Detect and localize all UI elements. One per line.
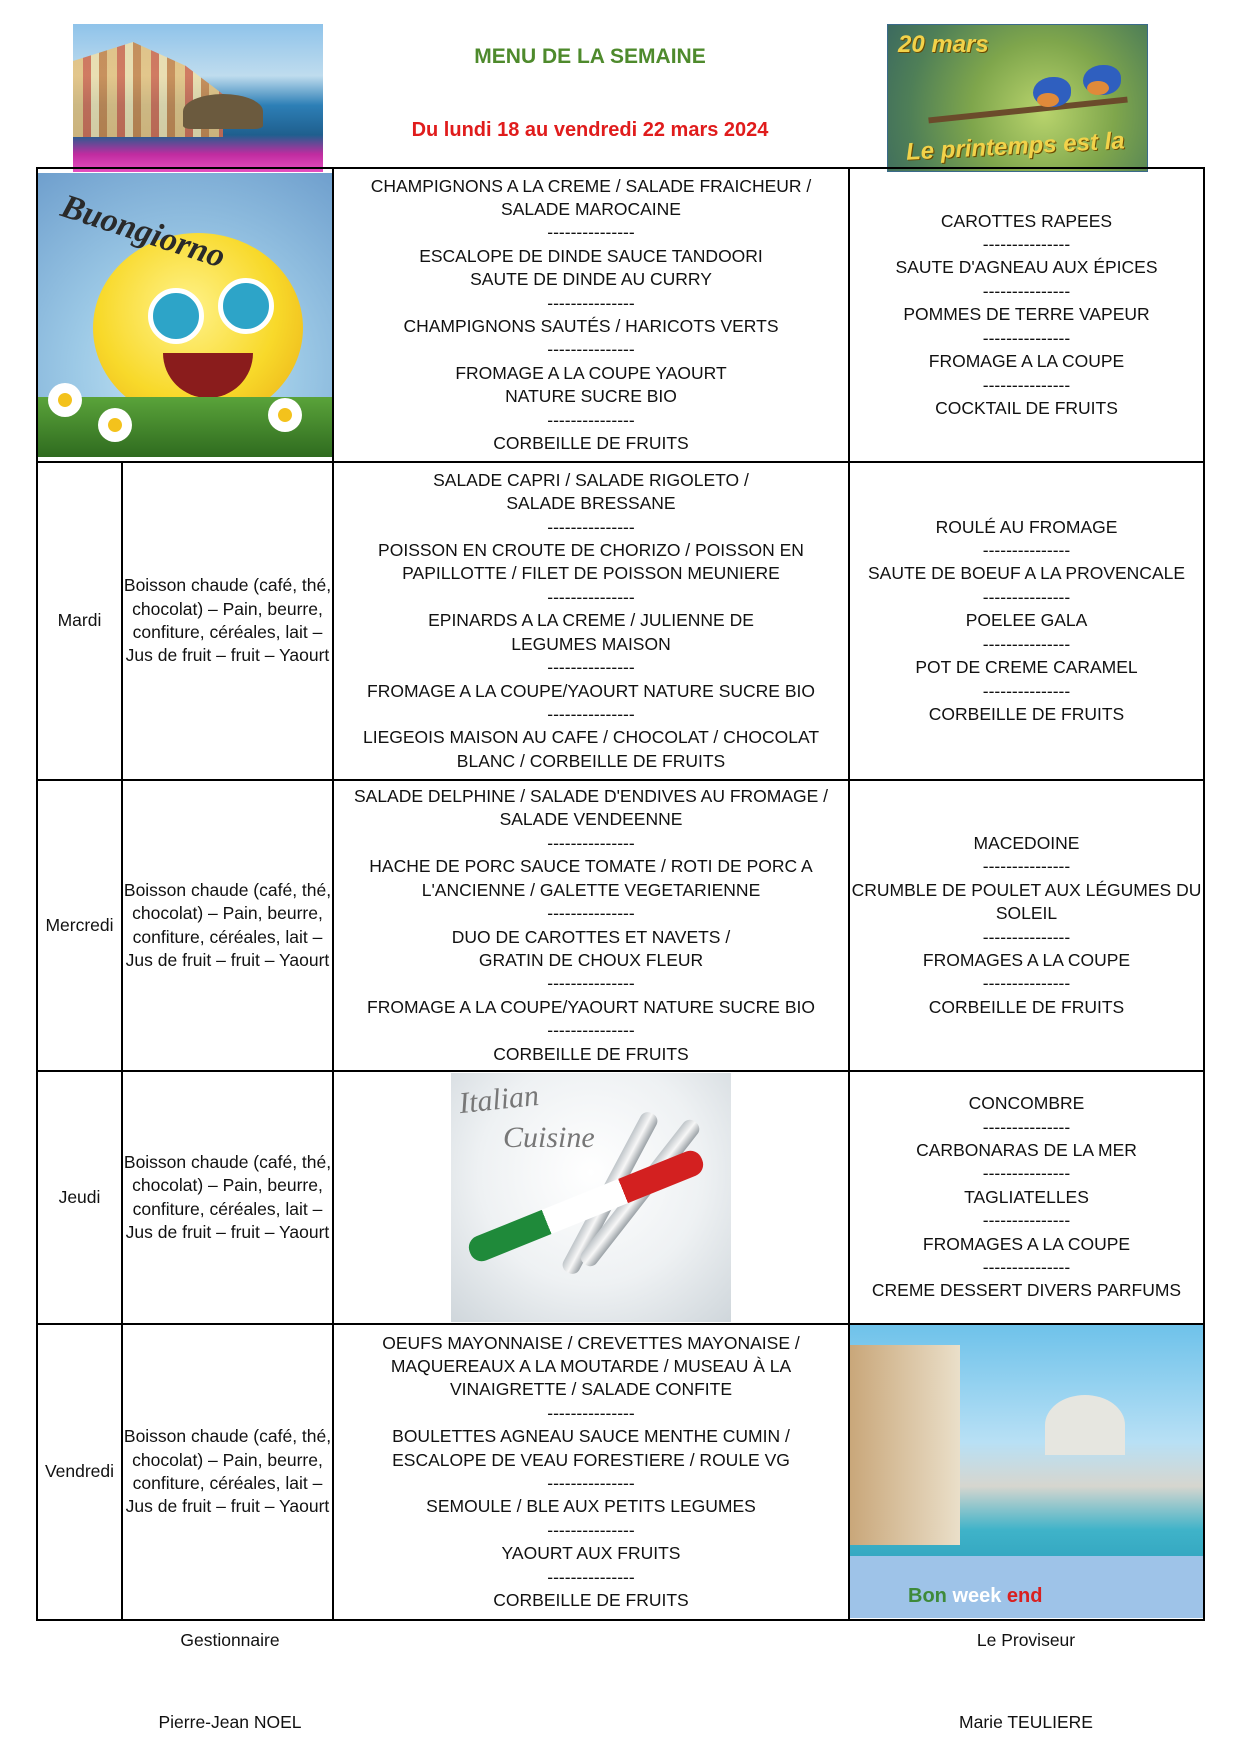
dinner-dessert: CREME DESSERT DIVERS PARFUMS bbox=[871, 1280, 1182, 1301]
separator: --------------- bbox=[982, 926, 1071, 947]
lundi-lunch bbox=[333, 168, 849, 462]
lunch-starter: CHAMPIGNONS A LA CREME / SALADE FRAICHEUR / SALADE MAROCAINE bbox=[370, 175, 812, 219]
italian-text: Italian bbox=[457, 1078, 541, 1121]
jeudi-breakfast: Boisson chaude (café, thé, chocolat) – Pain, beurre, confiture, céréales, lait – Jus de fruit – fruit – Yaourt bbox=[122, 1071, 333, 1324]
separator: --------------- bbox=[547, 222, 635, 243]
italian-cuisine-image bbox=[451, 1073, 731, 1322]
basilica-dome bbox=[1045, 1395, 1125, 1455]
vendredi-breakfast: Boisson chaude (café, thé, chocolat) – Pain, beurre, confiture, céréales, lait – Jus de fruit – fruit – Yaourt bbox=[122, 1324, 333, 1620]
separator: --------------- bbox=[547, 1566, 635, 1587]
dinner-main: SAUTE DE BOEUF A LA PROVENCALE bbox=[867, 563, 1186, 584]
eye-shape bbox=[218, 278, 274, 334]
lunch-dairy: FROMAGE A LA COUPE/YAOURT NATURE SUCRE BIO bbox=[367, 996, 815, 1017]
separator: --------------- bbox=[982, 1210, 1071, 1231]
dinner-fruit: CORBEILLE DE FRUITS bbox=[928, 703, 1125, 724]
cuisine-text: Cuisine bbox=[503, 1121, 595, 1154]
separator: --------------- bbox=[982, 1116, 1071, 1137]
week-dates: Du lundi 18 au vendredi 22 mars 2024 bbox=[411, 119, 769, 141]
dinner-starter: CONCOMBRE bbox=[968, 1093, 1085, 1114]
separator: --------------- bbox=[547, 339, 635, 360]
separator: --------------- bbox=[547, 657, 635, 678]
mardi-dinner bbox=[849, 462, 1204, 780]
lunch-main: ESCALOPE DE DINDE SAUCE TANDOORI SAUTE DE DINDE AU CURRY bbox=[419, 245, 763, 290]
mardi-breakfast: Boisson chaude (café, thé, chocolat) – Pain, beurre, confiture, céréales, lait – Jus de fruit – fruit – Yaourt bbox=[122, 462, 333, 780]
lunch-side: SEMOULE / BLE AUX PETITS LEGUMES bbox=[426, 1496, 756, 1517]
separator: --------------- bbox=[982, 1257, 1071, 1278]
lundi-dinner bbox=[849, 168, 1204, 462]
lunch-dairy: FROMAGE A LA COUPE/YAOURT NATURE SUCRE BIO bbox=[367, 680, 815, 701]
lunch-starter: OEUFS MAYONNAISE / CREVETTES MAYONAISE / MAQUEREAUX A LA MOUTARDE / MUSEAU À LA VINAIGRETTE / SALADE CONFITE bbox=[382, 1332, 800, 1400]
row-mercredi bbox=[37, 780, 1204, 1071]
dinner-starter: MACEDOINE bbox=[973, 832, 1080, 853]
lunch-side: DUO DE CAROTTES ET NAVETS / GRATIN DE CHOUX FLEUR bbox=[451, 926, 731, 970]
lunch-starter: SALADE CAPRI / SALADE RIGOLETO / SALADE BRESSANE bbox=[433, 469, 749, 514]
separator: --------------- bbox=[982, 374, 1071, 395]
lunch-starter: SALADE DELPHINE / SALADE D'ENDIVES AU FROMAGE / SALADE VENDEENNE bbox=[353, 786, 829, 830]
dinner-starter: CAROTTES RAPEES bbox=[940, 210, 1113, 231]
buongiorno-sun-image bbox=[38, 173, 333, 457]
day-label-jeudi: Jeudi bbox=[37, 1071, 122, 1324]
dinner-side: POELEE GALA bbox=[965, 610, 1088, 631]
lunch-dessert: CORBEILLE DE FRUITS bbox=[493, 1590, 689, 1611]
branch-shape bbox=[928, 97, 1128, 124]
separator: --------------- bbox=[982, 234, 1071, 255]
bon-week-end-text: Bon week end bbox=[908, 1585, 1043, 1607]
separator: --------------- bbox=[547, 973, 635, 994]
separator: --------------- bbox=[982, 586, 1071, 607]
vendredi-lunch bbox=[333, 1324, 849, 1620]
smile-shape bbox=[163, 353, 253, 398]
buongiorno-text: Buongiorno bbox=[56, 187, 230, 276]
mercredi-dinner bbox=[849, 780, 1204, 1071]
jeudi-dinner bbox=[849, 1071, 1204, 1324]
separator: --------------- bbox=[982, 973, 1071, 994]
dinner-main: CARBONARAS DE LA MER bbox=[916, 1139, 1137, 1160]
separator: --------------- bbox=[982, 280, 1071, 301]
separator: --------------- bbox=[547, 1020, 635, 1041]
lunch-dessert: LIEGEOIS MAISON AU CAFE / CHOCOLAT / CHOCOLAT BLANC / CORBEILLE DE FRUITS bbox=[362, 727, 820, 771]
rock-shape bbox=[183, 94, 263, 129]
mercredi-lunch bbox=[333, 780, 849, 1071]
lunch-dairy: FROMAGE A LA COUPE YAOURT NATURE SUCRE BIO bbox=[455, 362, 727, 407]
spring-birds-image bbox=[887, 24, 1148, 172]
lunch-dessert: CORBEILLE DE FRUITS bbox=[493, 433, 689, 454]
separator: --------------- bbox=[982, 633, 1071, 654]
separator: --------------- bbox=[547, 409, 635, 430]
separator: --------------- bbox=[547, 1402, 635, 1423]
daisy-icon bbox=[48, 383, 82, 417]
right-signatory-name: Marie TEULIERE bbox=[959, 1712, 1093, 1732]
dinner-dairy: FROMAGES A LA COUPE bbox=[922, 949, 1131, 970]
separator: --------------- bbox=[547, 703, 635, 724]
bird-icon bbox=[1083, 65, 1121, 95]
separator: --------------- bbox=[982, 540, 1071, 561]
separator: --------------- bbox=[547, 516, 635, 537]
bon-week-end-banner bbox=[850, 1556, 1203, 1618]
daisy-icon bbox=[98, 408, 132, 442]
lunch-main: HACHE DE PORC SAUCE TOMATE / ROTI DE PORC A L'ANCIENNE / GALETTE VEGETARIENNE bbox=[369, 856, 813, 900]
lunch-dairy: YAOURT AUX FRUITS bbox=[501, 1543, 681, 1564]
separator: --------------- bbox=[982, 1163, 1071, 1184]
eye-shape bbox=[148, 288, 204, 344]
separator: --------------- bbox=[982, 856, 1071, 877]
separator: --------------- bbox=[547, 832, 635, 853]
row-lundi bbox=[37, 168, 1204, 462]
separator: --------------- bbox=[547, 1473, 635, 1493]
cinque-terre-image bbox=[73, 24, 323, 172]
separator: --------------- bbox=[982, 327, 1071, 348]
separator: --------------- bbox=[982, 680, 1071, 701]
mercredi-breakfast: Boisson chaude (café, thé, chocolat) – Pain, beurre, confiture, céréales, lait – Jus de fruit – fruit – Yaourt bbox=[122, 780, 333, 1071]
bird-icon bbox=[1033, 77, 1071, 107]
venice-buildings bbox=[850, 1345, 960, 1545]
venice-image bbox=[850, 1325, 1203, 1618]
dinner-dessert: CORBEILLE DE FRUITS bbox=[928, 996, 1125, 1017]
jeudi-lunch-image-cell bbox=[333, 1071, 849, 1324]
row-mardi bbox=[37, 462, 1204, 780]
vendredi-dinner-image-cell bbox=[849, 1324, 1204, 1620]
separator: --------------- bbox=[547, 1519, 635, 1540]
mardi-lunch bbox=[333, 462, 849, 780]
day-label-vendredi: Vendredi bbox=[37, 1324, 122, 1620]
dinner-main: CRUMBLE DE POULET AUX LÉGUMES DU SOLEIL bbox=[851, 879, 1202, 924]
lunch-side: CHAMPIGNONS SAUTÉS / HARICOTS VERTS bbox=[403, 316, 779, 336]
daisy-icon bbox=[268, 398, 302, 432]
lunch-main: BOULETTES AGNEAU SAUCE MENTHE CUMIN / ESCALOPE DE VEAU FORESTIERE / ROULE VG bbox=[392, 1426, 790, 1470]
spring-image-caption: Le printemps est la bbox=[905, 127, 1126, 166]
row-vendredi bbox=[37, 1324, 1204, 1620]
lundi-image-cell bbox=[37, 168, 333, 462]
day-label-mercredi: Mercredi bbox=[37, 780, 122, 1071]
separator: --------------- bbox=[547, 903, 635, 924]
dinner-dairy: FROMAGE A LA COUPE bbox=[928, 351, 1125, 372]
row-jeudi bbox=[37, 1071, 1204, 1324]
spring-image-date: 20 mars bbox=[898, 31, 989, 58]
separator: --------------- bbox=[547, 586, 635, 607]
left-signatory-name: Pierre-Jean NOEL bbox=[158, 1712, 302, 1732]
dinner-main: SAUTE D'AGNEAU AUX ÉPICES bbox=[895, 257, 1158, 278]
menu-table bbox=[36, 167, 1205, 1621]
left-signatory-role: Gestionnaire bbox=[180, 1630, 280, 1650]
page-title: MENU DE LA SEMAINE bbox=[474, 45, 706, 68]
day-label-mardi: Mardi bbox=[37, 462, 122, 780]
lunch-side: EPINARDS A LA CREME / JULIENNE DE LEGUMES MAISON bbox=[428, 610, 754, 654]
lunch-dessert: CORBEILLE DE FRUITS bbox=[493, 1043, 689, 1064]
dinner-side: TAGLIATELLES bbox=[964, 1186, 1089, 1207]
separator: --------------- bbox=[547, 292, 635, 313]
right-signatory-role: Le Proviseur bbox=[976, 1630, 1076, 1650]
dinner-dairy: FROMAGES A LA COUPE bbox=[922, 1233, 1131, 1254]
lunch-main: POISSON EN CROUTE DE CHORIZO / POISSON EN PAPILLOTTE / FILET DE POISSON MEUNIERE bbox=[378, 540, 804, 584]
dinner-dessert: COCKTAIL DE FRUITS bbox=[935, 397, 1118, 418]
dinner-starter: ROULÉ AU FROMAGE bbox=[935, 516, 1118, 537]
dinner-dessert: POT DE CREME CARAMEL bbox=[915, 657, 1138, 678]
dinner-side: POMMES DE TERRE VAPEUR bbox=[903, 304, 1150, 325]
